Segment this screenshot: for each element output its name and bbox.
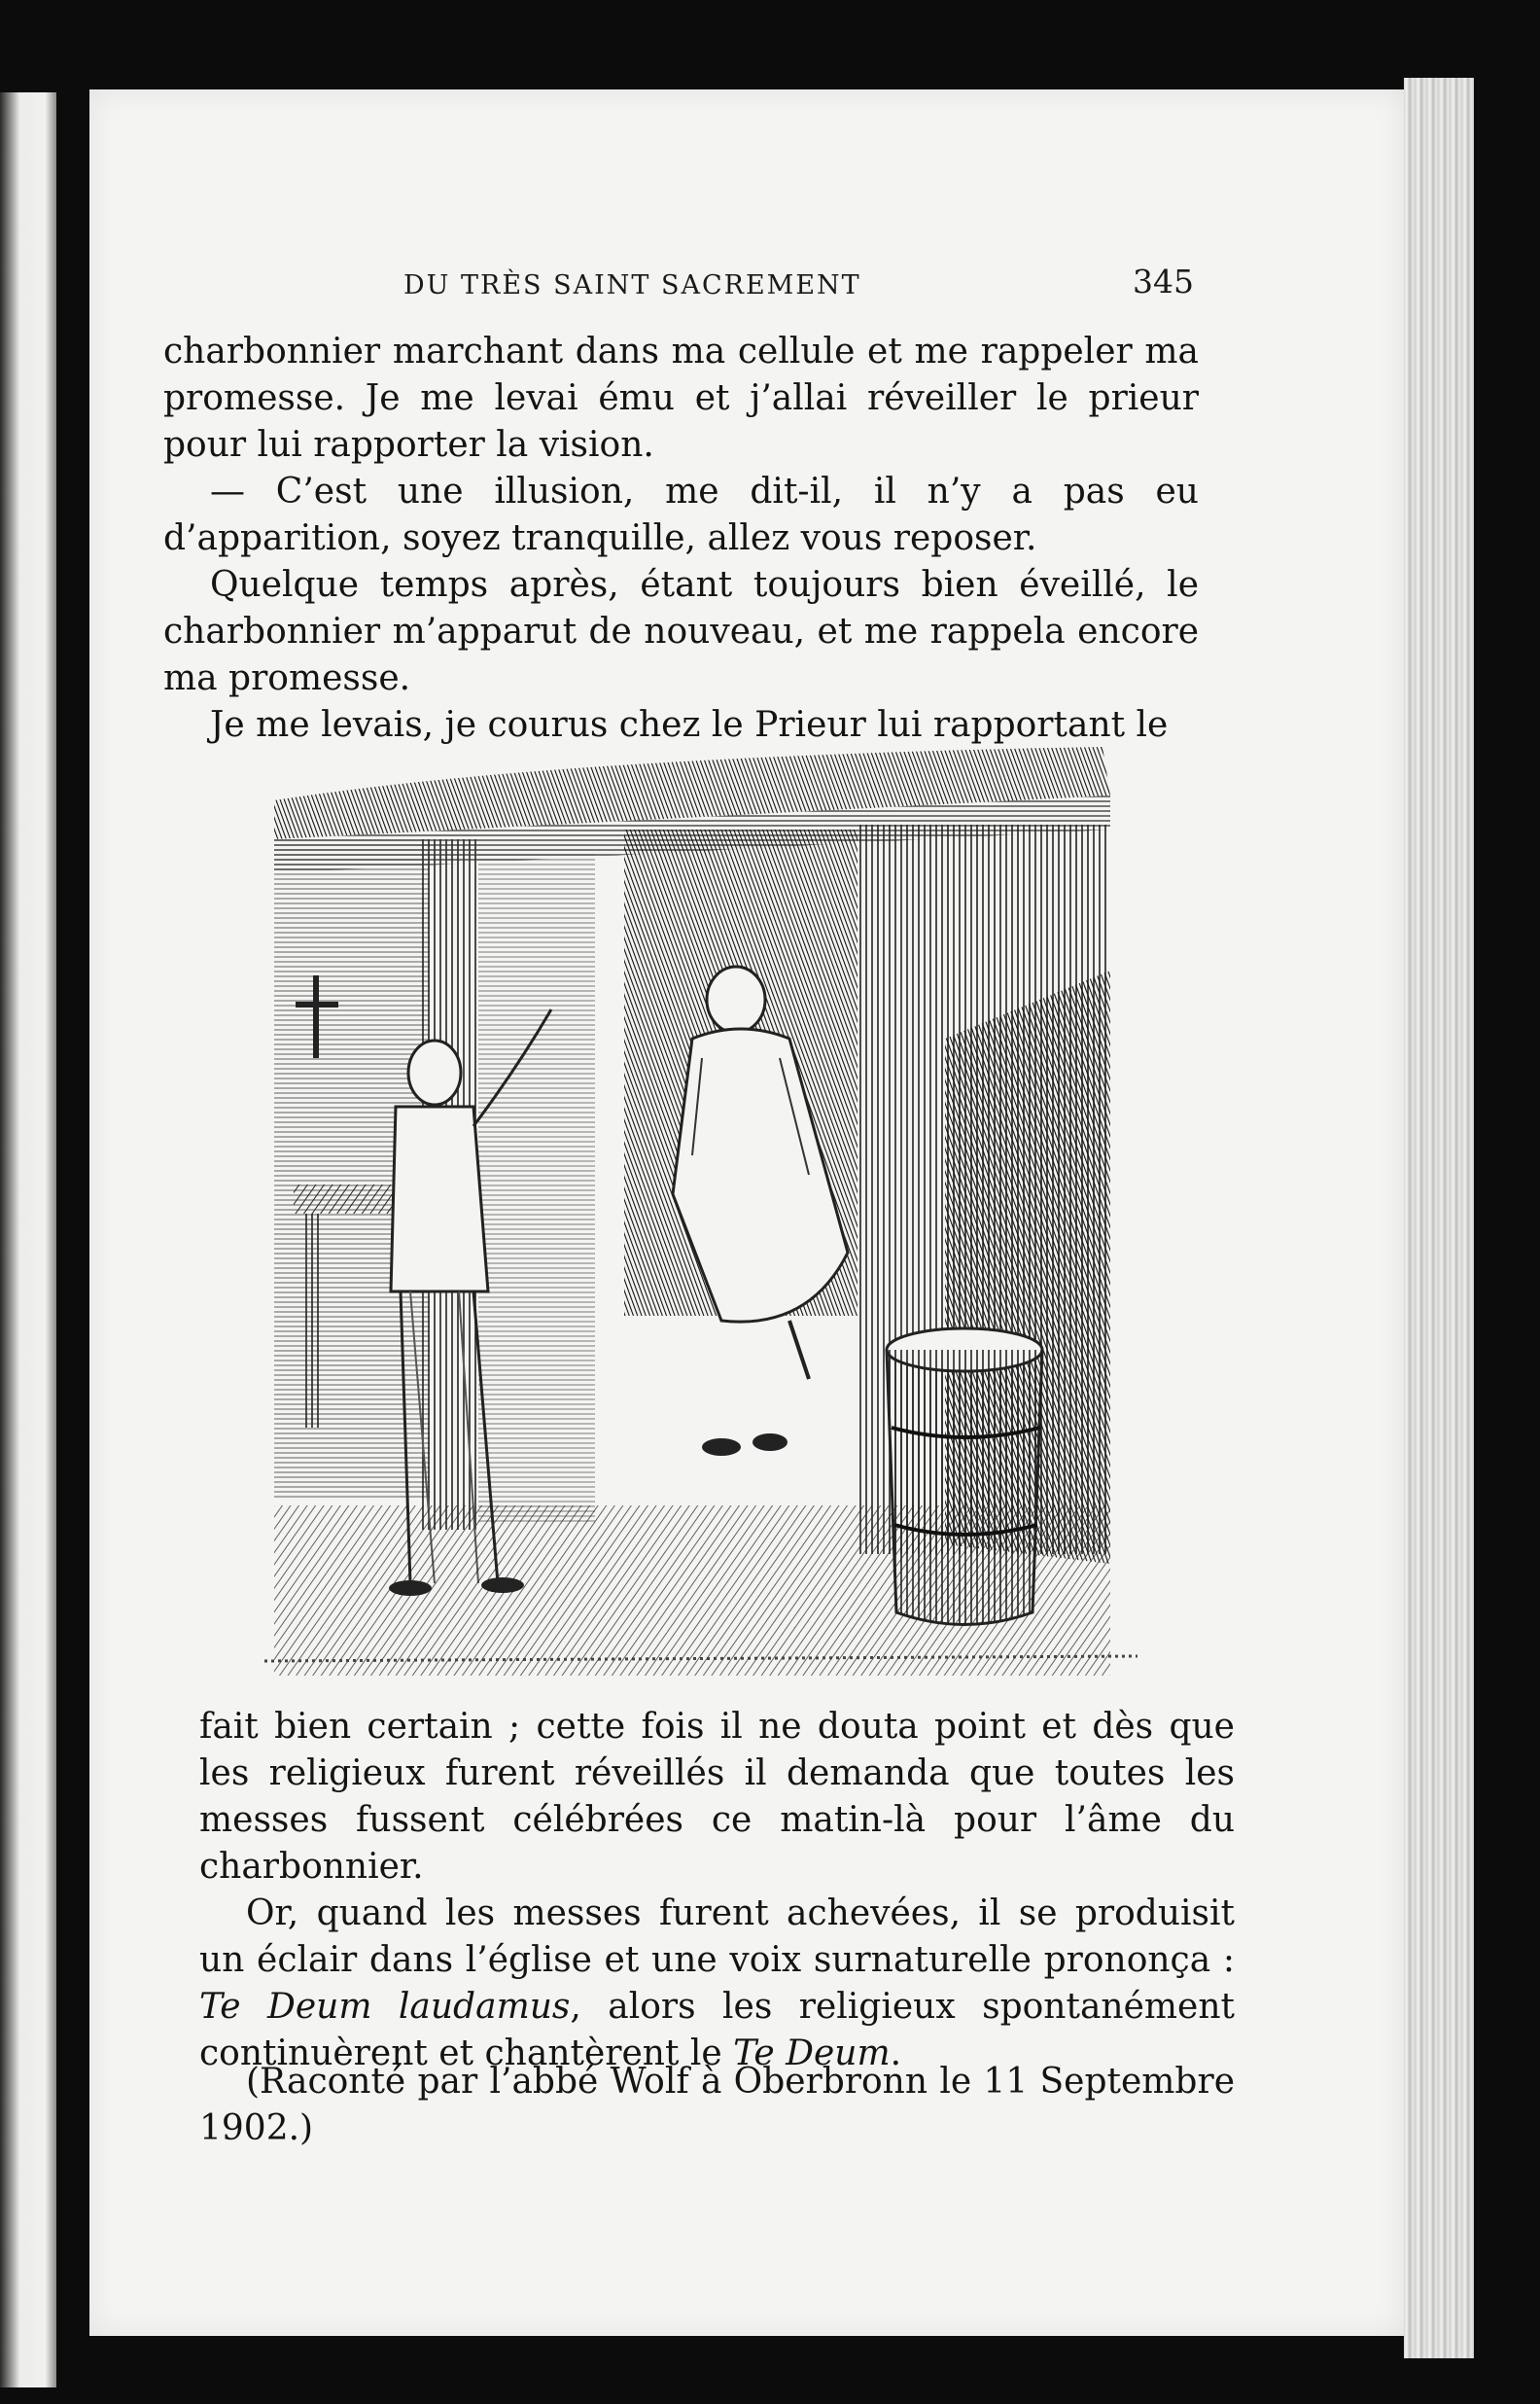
paragraph: Je me levais, je courus chez le Prieur lui rapportant le bbox=[210, 705, 1169, 745]
barrel bbox=[887, 1328, 1042, 1625]
text-run: Or, quand les messes furent achevées, il se produisit un éclair dans l’église et une voix surnaturelle prononça : bbox=[199, 1893, 1235, 1980]
paragraph: charbonnier marchant dans ma cellule et me rappeler ma promesse. Je me levai ému et j’allai réveiller le prieur pour lui rapporter la vision. bbox=[163, 332, 1199, 465]
text-block-top bbox=[163, 329, 1199, 749]
paragraph: Quelque temps après, étant toujours bien éveillé, le charbonnier m’apparut de nouveau, et me rappela encore ma promesse. bbox=[163, 565, 1199, 698]
italic-text: Te Deum bbox=[733, 2033, 891, 2073]
previous-page-edge bbox=[0, 92, 56, 2387]
text-run: . bbox=[890, 2033, 902, 2073]
text-run: , alors les religieux spontanément continuèrent et chantèrent le bbox=[199, 1987, 1235, 2073]
scan-background bbox=[1474, 78, 1540, 2404]
paragraph: fait bien certain ; cette fois il ne douta point et dès que les religieux furent réveillés il demanda que toutes les messes fussent célébrées ce matin-là pour l’âme du charbonnier. bbox=[199, 1707, 1235, 1887]
engraving-illustration bbox=[264, 747, 1138, 1676]
italic-text: Te Deum laudamus bbox=[199, 1987, 571, 2027]
page-edges bbox=[1404, 78, 1474, 2358]
paragraph: — C’est une illusion, me dit-il, il n’y a pas eu d’apparition, soyez tranquille, allez vous reposer. bbox=[163, 472, 1199, 558]
running-header: DU TRÈS SAINT SACREMENT bbox=[403, 270, 861, 300]
paragraph bbox=[199, 1891, 1235, 2077]
page-number: 345 bbox=[1133, 263, 1194, 300]
attribution-note bbox=[199, 2059, 1235, 2152]
paragraph: (Raconté par l’abbé Wolf à Oberbronn le 11 Septembre 1902.) bbox=[199, 2062, 1235, 2148]
text-block-bottom bbox=[199, 1704, 1235, 2077]
